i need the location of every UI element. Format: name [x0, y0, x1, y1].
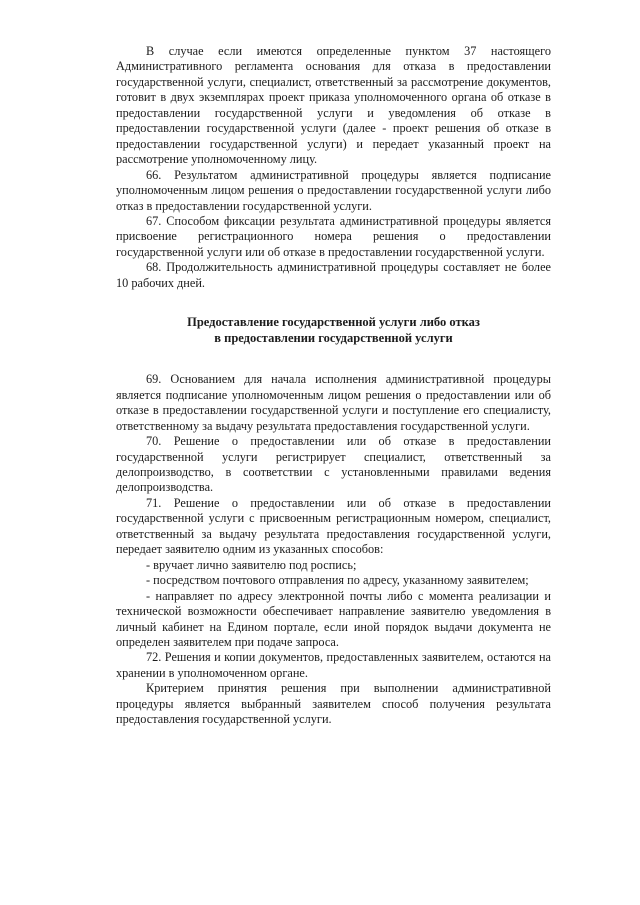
- paragraph-66: 66. Результатом административной процедуры является подписание уполномоченным лицом решения о предоставлении государственной услуги либо отказ в предоставлении государственной услуги.: [116, 167, 551, 213]
- document-body: [116, 44, 551, 728]
- paragraph-71: 71. Решение о предоставлении или об отказе в предоставлении государственной услуги с присвоенным регистрационным номером, специалист, ответственный за выдачу результата предоставления государственной услуги, передает заявителю одним из указанных способов:: [116, 495, 551, 557]
- paragraph-68: 68. Продолжительность административной процедуры составляет не более 10 рабочих дней.: [116, 260, 551, 290]
- section-heading: [116, 315, 551, 346]
- paragraph-70: 70. Решение о предоставлении или об отказе в предоставлении государственной услуги регистрирует специалист, ответственный за делопроизводство, в соответствии с установленными правилами ведения делопроизводства.: [116, 434, 551, 495]
- section-heading-line-2: в предоставлении государственной услуги: [214, 330, 453, 345]
- list-item-electronic: - направляет по адресу электронной почты либо с момента реализации и технической возможности обеспечивает направление заявителю уведомления в личный кабинет на Едином портале, если иной порядок выдачи документа не определен заявителем при подаче запроса.: [116, 588, 551, 649]
- paragraph-refusal-draft: В случае если имеются определенные пунктом 37 настоящего Административного регламента основания для отказа в предоставлении государственной услуги, специалист, ответственный за рассмотрение документов, готовит в двух экземплярах проект приказа уполномоченного органа об отказе в предоставлении государственной услуги и уведомления об отказе в предоставлении государственной услуги (далее - проект решения об отказе в предоставлении государственной услуги) и передает указанный проект на рассмотрение уполномоченному лицу.: [116, 44, 551, 167]
- paragraph-67: 67. Способом фиксации результата административной процедуры является присвоение регистрационного номера решения о предоставлении государственной услуги или об отказе в предоставлении государственной услуги.: [116, 213, 551, 259]
- section-heading-line-1: Предоставление государственной услуги либо отказ: [187, 315, 480, 330]
- list-item-postal: - посредством почтового отправления по адресу, указанному заявителем;: [146, 573, 529, 588]
- paragraph-criterion: Критерием принятия решения при выполнении административной процедуры является выбранный заявителем способ получения результата предоставления государственной услуги.: [116, 681, 551, 727]
- list-item-in-person: - вручает лично заявителю под роспись;: [146, 557, 357, 572]
- paragraph-69: 69. Основанием для начала исполнения административной процедуры является подписание уполномоченным лицом решения о предоставлении или об отказе в предоставлении государственной услуги и поступление его специалисту, ответственному за выдачу результата предоставления государственной услуги.: [116, 372, 551, 433]
- paragraph-72: 72. Решения и копии документов, предоставленных заявителем, остаются на хранении в уполномоченном органе.: [116, 650, 551, 680]
